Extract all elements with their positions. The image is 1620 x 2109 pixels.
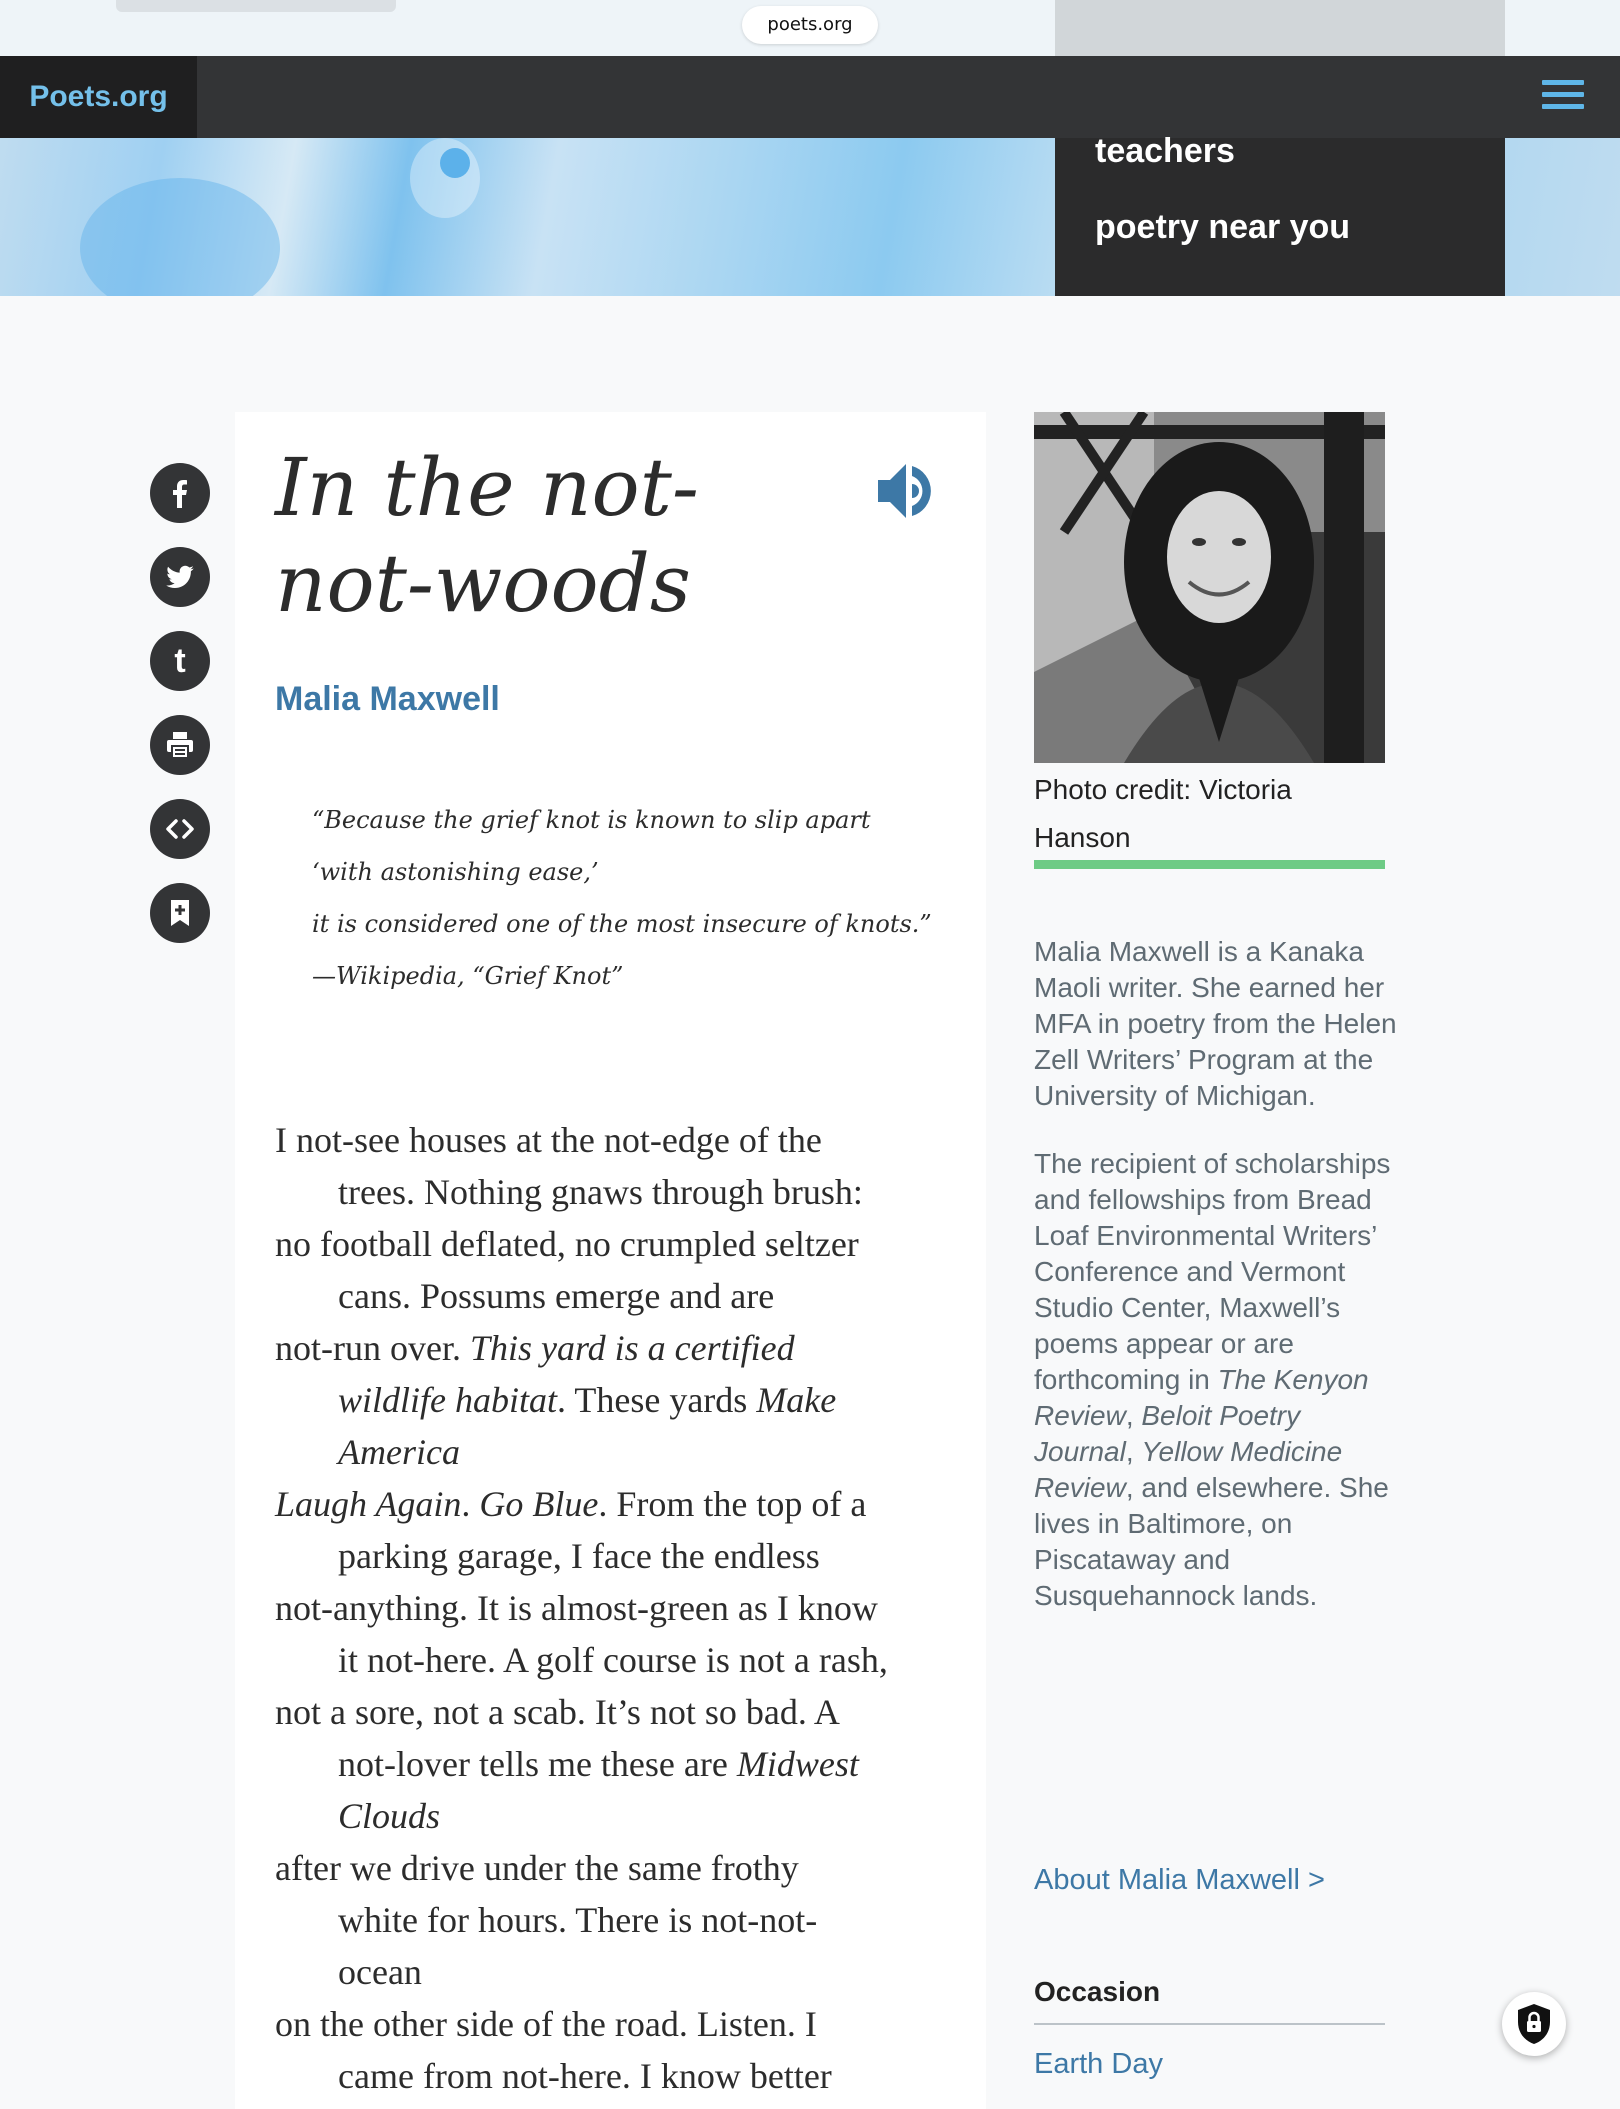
nav-dropdown <box>1055 132 1505 296</box>
embed-icon[interactable] <box>150 799 210 859</box>
poem-line: on the other side of the road. Listen. I <box>275 2004 817 2044</box>
nav-item-poetry-near-you[interactable]: poetry near you <box>1095 208 1351 246</box>
poem-line: not-anything. It is almost-green as I know <box>275 1588 878 1628</box>
background-tab-ghost <box>116 0 396 12</box>
bio-paragraph: The recipient of scholarships and fellowships from Bread Loaf Environmental Writers’ Conference and Vermont Studio Center, Maxwell’s poems appear or are forthcoming in The Kenyon Review, Beloit Poetry Journal, Yellow Medicine Review, and elsewhere. She lives in Baltimore, on Piscataway and Susquehannock lands. <box>1034 1148 1391 1611</box>
occasion-link[interactable]: Earth Day <box>1034 2048 1163 2080</box>
poem-line: America <box>338 1432 460 1472</box>
divider <box>1034 2023 1385 2025</box>
poem-line: came from not-here. I know better <box>338 2056 832 2096</box>
audio-play-icon[interactable] <box>872 458 938 524</box>
author-photo <box>1034 412 1385 763</box>
author-bio <box>1034 934 1404 1646</box>
poem-line: not-lover tells me these are Midwest <box>338 1744 859 1784</box>
occasion-heading: Occasion <box>1034 1976 1161 2007</box>
poem-line: I not-see houses at the not-edge of the <box>275 1120 822 1160</box>
bio-paragraph: Malia Maxwell is a Kanaka Maoli writer. She earned her MFA in poetry from the Helen Zell Writers’ Program at the University of Michigan. <box>1034 936 1397 1111</box>
poem-body <box>275 1114 975 2102</box>
background-tab-ghost <box>1055 0 1505 56</box>
poem-line: white for hours. There is not-not- <box>338 1900 818 1940</box>
poem-line: parking garage, I face the endless <box>338 1536 820 1576</box>
epigraph-line: “Because the grief knot is known to slip apart <box>312 806 871 834</box>
bookmark-icon[interactable] <box>150 883 210 943</box>
hamburger-menu-icon[interactable] <box>1542 80 1584 114</box>
poem-line: after we drive under the same frothy <box>275 1848 799 1888</box>
divider <box>1034 860 1385 869</box>
poem-line: Laugh Again. Go Blue. From the top of a <box>275 1484 867 1524</box>
photo-credit: Photo credit: Victoria Hanson <box>1034 774 1292 853</box>
about-author-link[interactable]: About Malia Maxwell > <box>1034 1864 1325 1896</box>
url-pill[interactable]: poets.org <box>742 6 878 44</box>
tumblr-icon[interactable]: t <box>150 631 210 691</box>
poem-line: no football deflated, no crumpled seltzer <box>275 1224 859 1264</box>
epigraph-line: ‘with astonishing ease,’ <box>312 858 599 886</box>
poem-line: ocean <box>338 1952 422 1992</box>
poem-line: not a sore, not a scab. It’s not so bad. A <box>275 1692 840 1732</box>
poem-line: wildlife habitat. These yards Make <box>338 1380 837 1420</box>
site-header <box>0 56 1620 138</box>
poem-line: it not-here. A golf course is not a rash, <box>338 1640 888 1680</box>
epigraph-line: —Wikipedia, “Grief Knot” <box>312 962 624 990</box>
twitter-icon[interactable] <box>150 547 210 607</box>
site-logo[interactable]: Poets.org <box>0 56 197 138</box>
epigraph-line: it is considered one of the most insecure of knots.” <box>312 910 932 938</box>
poem-line: not-run over. This yard is a certified <box>275 1328 795 1368</box>
poem-line: Clouds <box>338 1796 441 1836</box>
poem-author-link[interactable]: Malia Maxwell <box>275 680 500 718</box>
facebook-icon[interactable] <box>150 463 210 523</box>
poem-line: trees. Nothing gnaws through brush: <box>338 1172 863 1212</box>
poem-title: In the not-not-woods <box>275 441 699 630</box>
privacy-lock-icon[interactable] <box>1502 1992 1566 2056</box>
poem-epigraph <box>312 794 952 1002</box>
nav-item-teachers[interactable]: teachers <box>1095 132 1235 170</box>
print-icon[interactable] <box>150 715 210 775</box>
poem-line: cans. Possums emerge and are <box>338 1276 775 1316</box>
